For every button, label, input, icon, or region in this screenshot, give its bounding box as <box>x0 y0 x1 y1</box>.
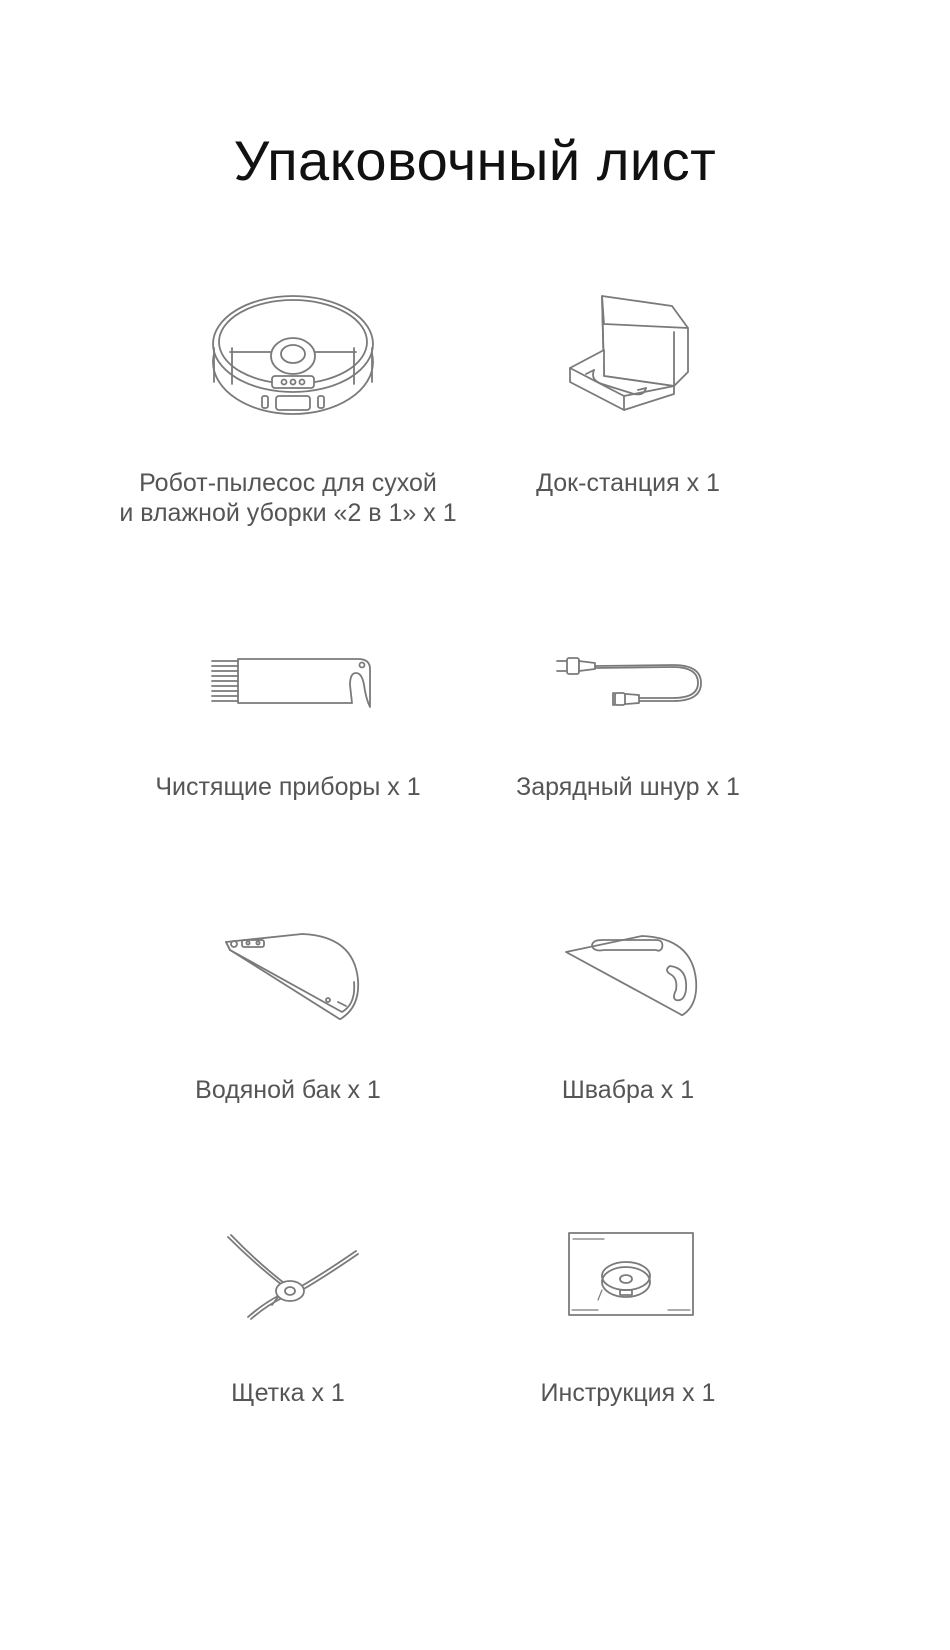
dock-station-icon <box>564 290 694 415</box>
item-caption-line: Зарядный шнур x 1 <box>516 773 740 801</box>
item-caption-line: Чистящие приборы x 1 <box>155 773 421 801</box>
item-caption <box>418 772 838 802</box>
item-caption-line: Инструкция x 1 <box>540 1379 716 1407</box>
side-brush-icon <box>224 1233 364 1323</box>
mop-icon <box>562 932 700 1018</box>
item-caption-line: Водяной бак x 1 <box>195 1076 381 1104</box>
item-caption-line: Робот-пылесос для сухой <box>139 469 437 497</box>
item-caption-line: Док-станция x 1 <box>536 469 720 497</box>
item-caption <box>418 468 838 498</box>
item-caption <box>418 1075 838 1105</box>
item-caption-line: Швабра x 1 <box>561 1076 695 1104</box>
manual-icon <box>568 1232 694 1316</box>
robot-vacuum-icon <box>208 292 378 422</box>
item-caption-line: и влажной уборки «2 в 1» x 1 <box>119 499 457 527</box>
item-caption <box>418 1378 838 1408</box>
item-caption-line: Щетка x 1 <box>231 1379 345 1407</box>
charging-cord-icon <box>553 655 713 707</box>
water-tank-icon <box>222 928 364 1024</box>
page-title: Упаковочный лист <box>233 129 717 192</box>
cleaning-tool-icon <box>208 655 378 713</box>
